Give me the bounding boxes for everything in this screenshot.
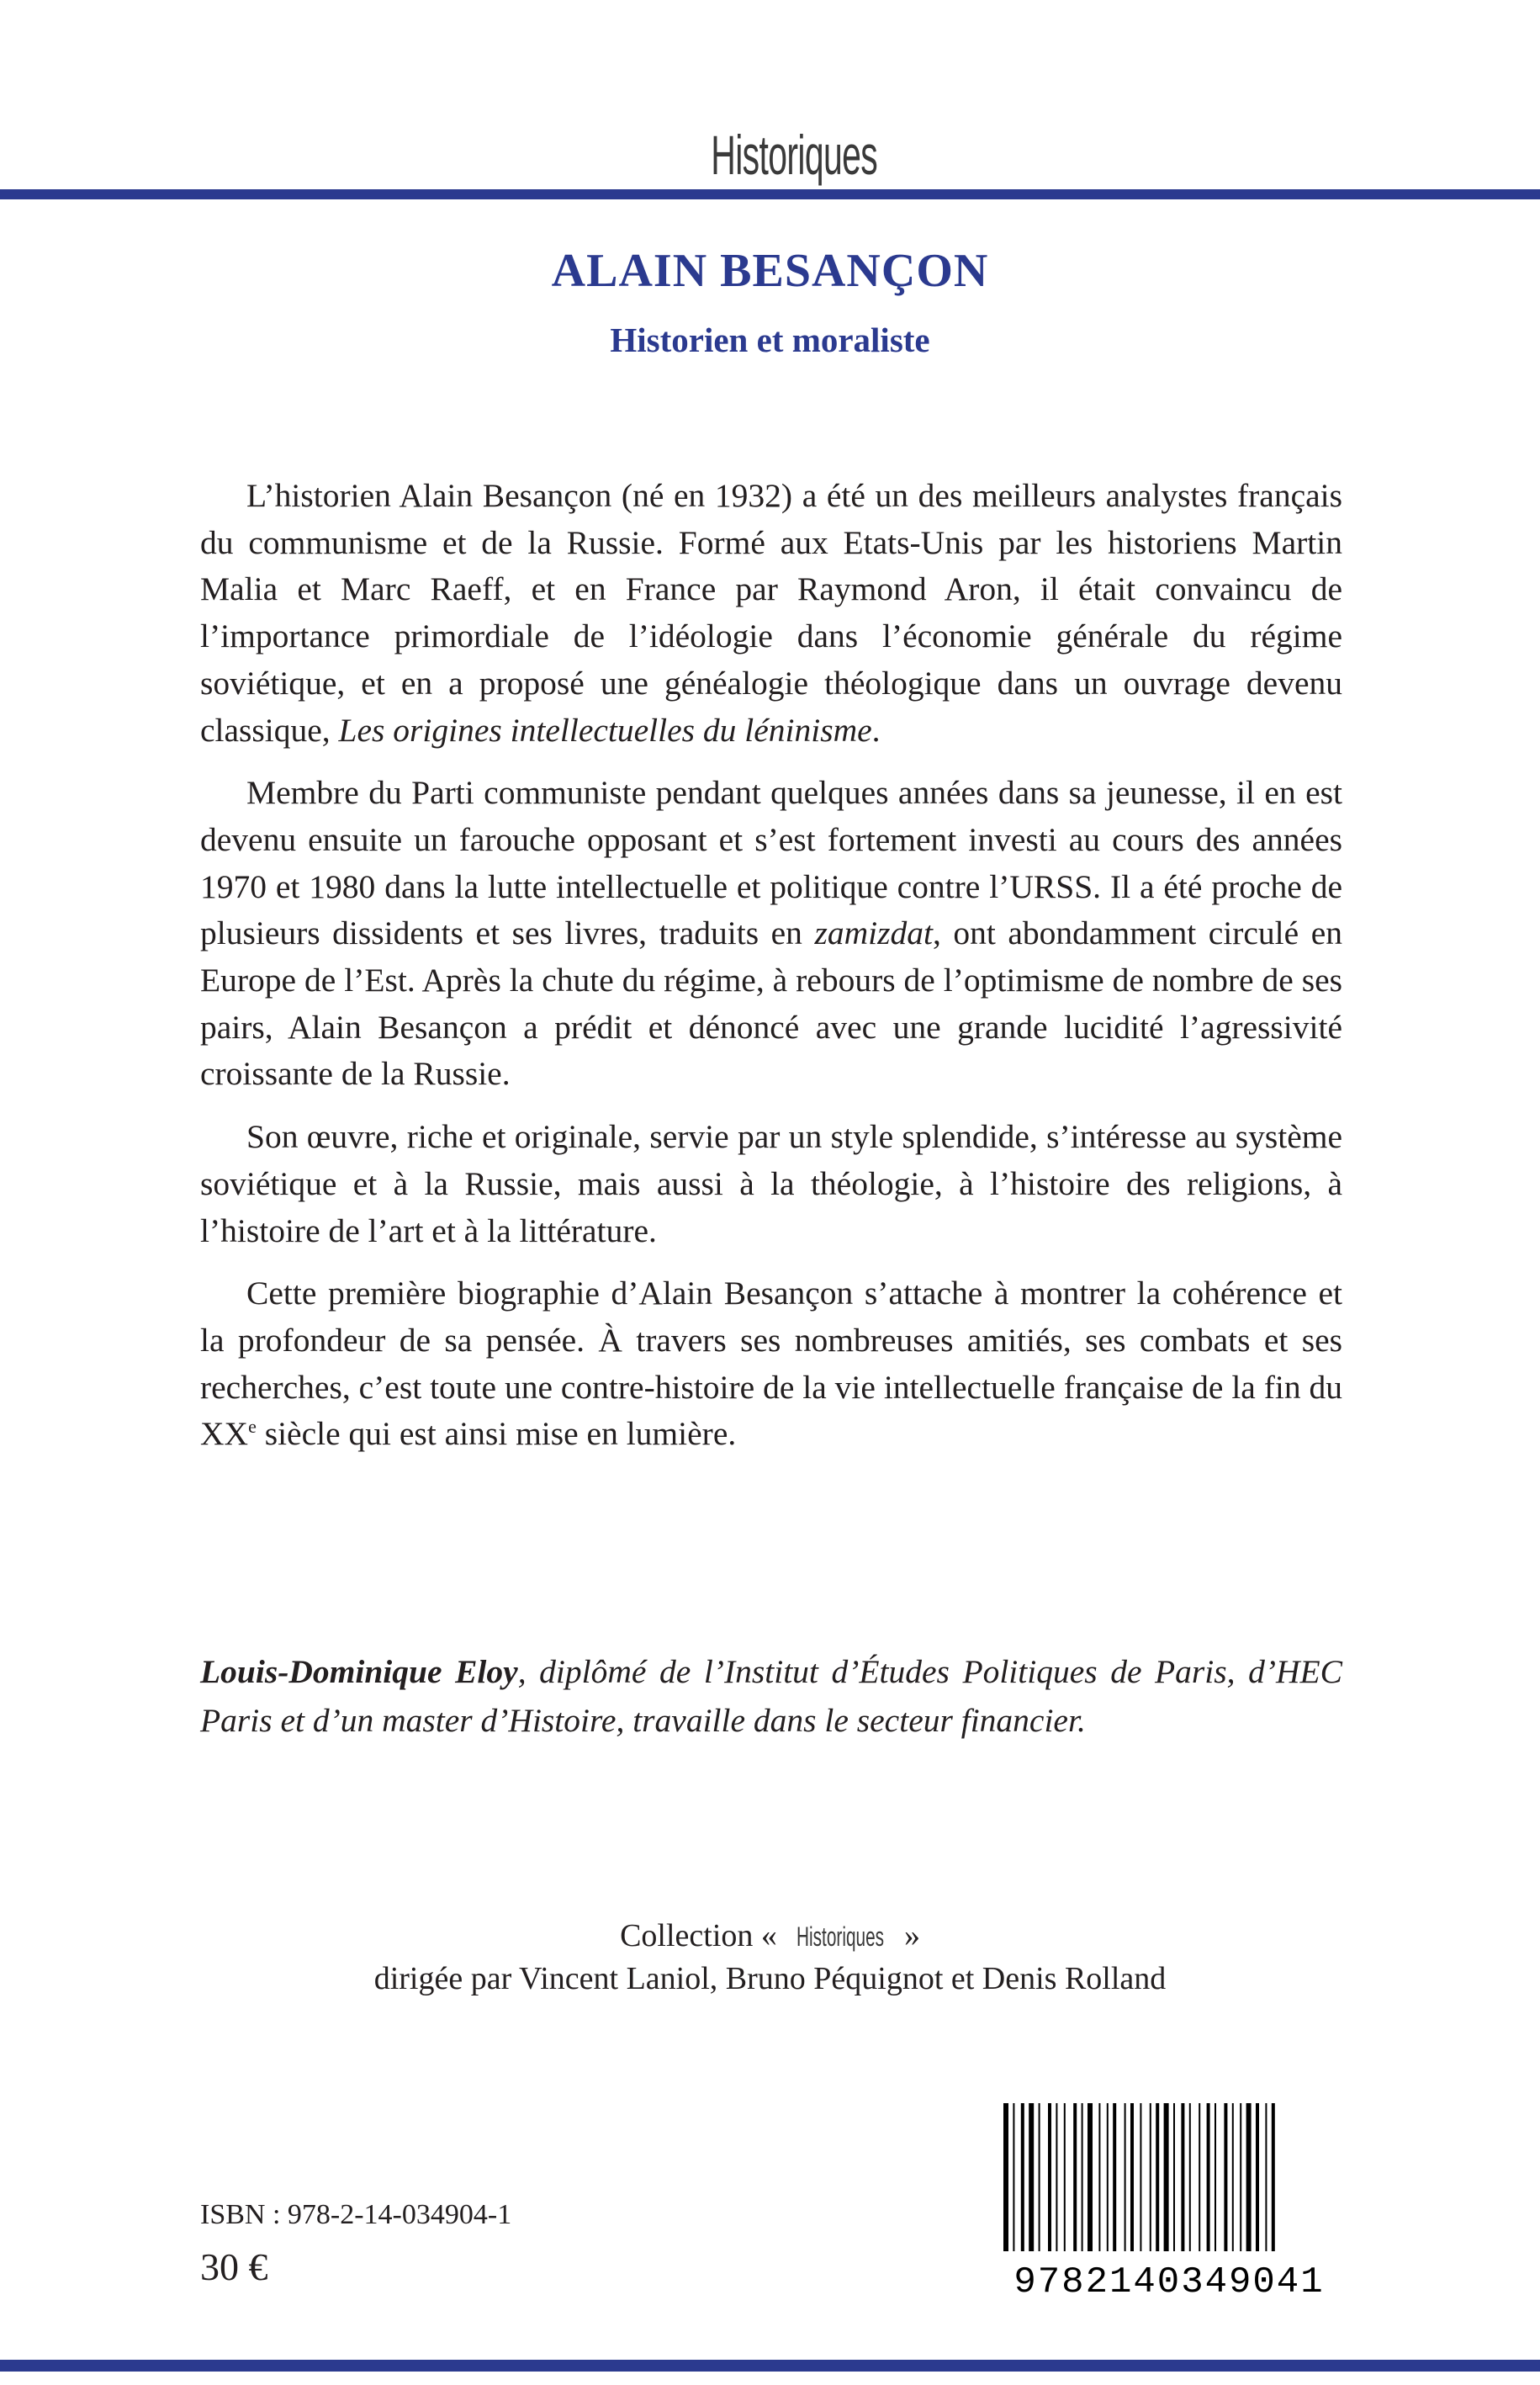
author-name: Louis-Dominique Eloy	[200, 1653, 518, 1690]
barcode-bar	[1189, 2103, 1191, 2251]
collection-line: Collection « Historiques »	[0, 1915, 1540, 1958]
italic-term: zamizdat	[814, 914, 933, 952]
isbn: ISBN : 978-2-14-034904-1	[200, 2199, 512, 2230]
book-reference: Les origines intellectuelles du léninisme	[338, 711, 872, 749]
price: 30 €	[200, 2245, 268, 2288]
series-logo: Historiques	[711, 124, 877, 186]
barcode-bar	[1173, 2103, 1175, 2251]
barcode	[997, 2103, 1342, 2297]
barcode-bar	[1232, 2103, 1234, 2251]
book-title: ALAIN BESANÇON	[551, 245, 989, 297]
barcode-bar	[1107, 2103, 1109, 2251]
barcode-bar	[1140, 2103, 1141, 2251]
barcode-bar	[1003, 2103, 1008, 2251]
barcode-bar	[1082, 2103, 1083, 2251]
barcode-bar	[1039, 2103, 1040, 2251]
barcode-bar	[1029, 2103, 1034, 2251]
paragraph-1: L’historien Alain Besançon (né en 1932) a été un des meilleurs analystes français du communisme et de la Russie. Formé aux Etats-Unis par les historiens Martin Malia et Marc Raeff, et en France par Raymond Aron, il était convaincu de l’importance primordiale de l’idéologie dans l’économie générale du régime soviétique, et en a proposé une généalogie théologique dans un ouvrage devenu classique, Les origines intellectuelles du léninisme.	[200, 477, 1342, 749]
barcode-bar	[1088, 2103, 1093, 2251]
barcode-bar	[1199, 2103, 1200, 2251]
collection-directors: dirigée par Vincent Laniol, Bruno Péquignot et Denis Rolland	[373, 1961, 1167, 1996]
barcode-bar	[1150, 2103, 1151, 2251]
barcode-bar	[1265, 2103, 1267, 2251]
barcode-number: 9782140349041	[1013, 2261, 1325, 2297]
paragraph-4: Cette première biographie d’Alain Besançon s’attache à montrer la cohérence et la profondeur de sa pensée. À travers ses nombreuses amitiés, ses combats et ses recherches, c’est toute une contre-histoire de la vie intellectuelle française de la fin du XXe siècle qui est ainsi mise en lumière.	[200, 1275, 1342, 1453]
barcode-bar	[1156, 2103, 1159, 2251]
barcode-bar	[1272, 2103, 1275, 2251]
paragraph-3: Son œuvre, riche et originale, servie par un style splendide, s’intéresse au système soviétique et à la Russie, mais aussi à la théologie, à l’histoire des religions, à l’histoire de l’art et à la littérature.	[200, 1118, 1342, 1249]
collection-info	[0, 1915, 1540, 2000]
barcode-bar	[1056, 2103, 1057, 2251]
barcode-bar	[1125, 2103, 1126, 2251]
barcode-bar	[1113, 2103, 1116, 2251]
barcode-bar	[1021, 2103, 1024, 2251]
blurb	[200, 473, 1342, 1474]
barcode-bar	[1073, 2103, 1077, 2251]
author-bio: Louis-Dominique Eloy, diplômé de l’Institut d’Études Politiques de Paris, d’HEC Paris et d’un master d’Histoire, travaille dans le secteur financier.	[200, 1653, 1342, 1739]
top-rule	[0, 189, 1540, 199]
barcode-bar	[1207, 2103, 1210, 2251]
barcode-bar	[1181, 2103, 1184, 2251]
barcode-bar	[1215, 2103, 1216, 2251]
book-subtitle: Historien et moraliste	[610, 321, 930, 359]
paragraph-2: Membre du Parti communiste pendant quelques années dans sa jeunesse, il en est devenu ensuite un farouche opposant et s’est fortement investi au cours des années 1970 et 1980 dans la lutte intellectuelle et politique contre l’URSS. Il a été proche de plusieurs dissidents et ses livres, traduits en zamizdat, ont abondamment circulé en Europe de l’Est. Après la chute du régime, à rebours de l’optimisme de nombre de ses pairs, Alain Besançon a prédit et dénoncé avec une grande lucidité l’agressivité croissante de la Russie.	[200, 774, 1343, 1093]
collection-name: Historiques	[796, 1921, 885, 1952]
barcode-bar	[1098, 2103, 1100, 2251]
barcode-bar	[1164, 2103, 1169, 2251]
barcode-bar	[1064, 2103, 1066, 2251]
barcode-bar	[1013, 2103, 1014, 2251]
barcode-bar	[1048, 2103, 1051, 2251]
barcode-bar	[1246, 2103, 1252, 2251]
bottom-rule	[0, 2360, 1540, 2372]
barcode-bar	[1256, 2103, 1259, 2251]
barcode-bar	[1224, 2103, 1227, 2251]
barcode-bar	[1240, 2103, 1241, 2251]
barcode-bar	[1130, 2103, 1134, 2251]
